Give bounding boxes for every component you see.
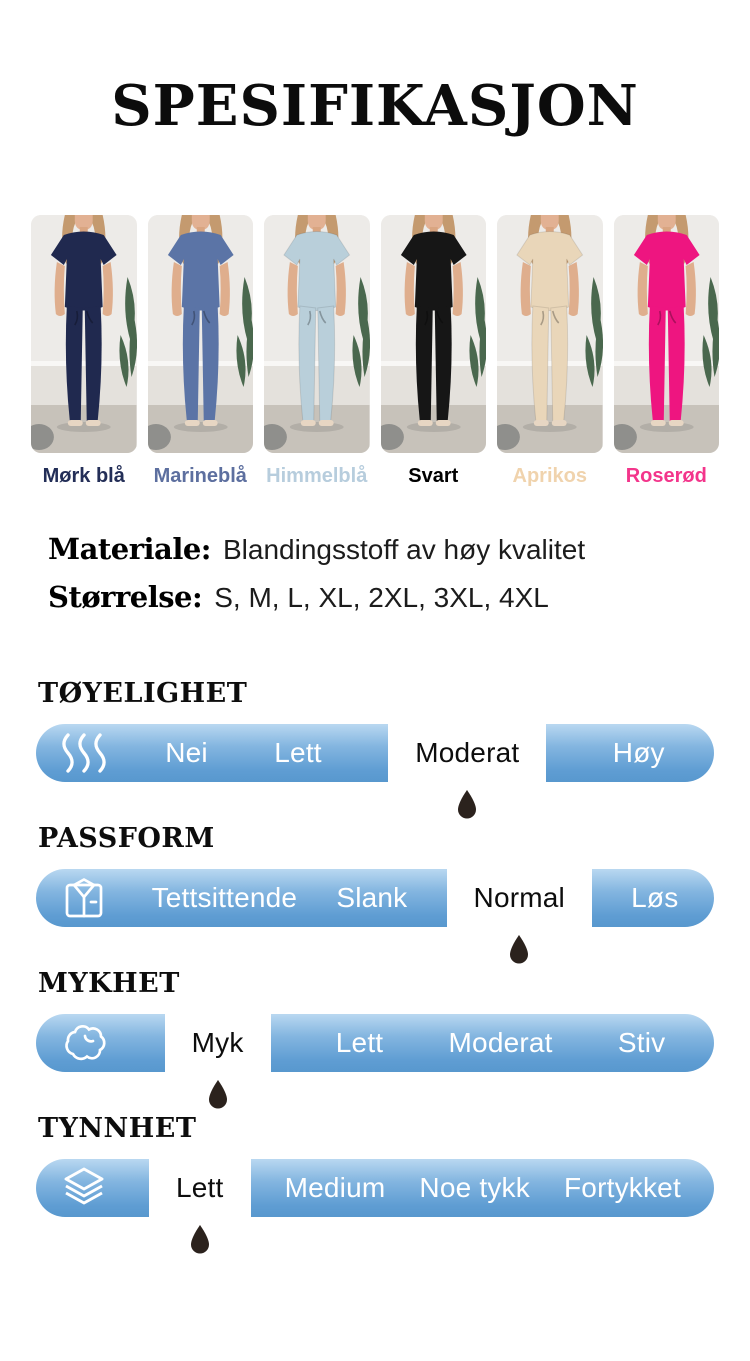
shirt-icon: [36, 875, 132, 921]
spec-option: Slank: [336, 881, 408, 913]
spec-title: TYNNHET: [38, 1112, 197, 1144]
color-variant-row: [0, 215, 750, 488]
product-info: [48, 532, 750, 614]
steam-icon: [36, 732, 132, 774]
spec-bar: [36, 724, 714, 782]
product-variant-card[interactable]: [381, 215, 487, 488]
product-variant-card[interactable]: [264, 215, 370, 488]
spec-title: PASSFORM: [38, 822, 215, 854]
attribute-label: Størrelse:: [48, 579, 203, 614]
spec-title: MYKHET: [38, 967, 180, 999]
spec-options: [132, 721, 714, 785]
drop-marker-icon: [508, 934, 530, 966]
spec-bar: [36, 1159, 714, 1217]
variant-color-label: Himmelblå: [266, 464, 368, 487]
spec-option: Noe tykk: [419, 1171, 530, 1203]
spec-options: [132, 1011, 714, 1075]
spec-option-selected: Myk: [165, 1011, 271, 1075]
spec-options: [132, 866, 714, 930]
product-variant-card[interactable]: [31, 215, 137, 488]
spec-option: Lett: [335, 1026, 384, 1058]
spec-section: [36, 678, 714, 782]
spec-option-selected: Normal: [447, 866, 592, 930]
spec-option: Moderat: [448, 1026, 553, 1058]
spec-section: [36, 968, 714, 1072]
variant-color-label: Mørk blå: [42, 464, 125, 487]
attribute-value: S, M, L, XL, 2XL, 3XL, 4XL: [214, 581, 549, 613]
product-variant-card[interactable]: [148, 215, 254, 488]
spec-option-selected: Lett: [149, 1156, 251, 1220]
product-photo: [148, 215, 254, 453]
variant-color-label: Svart: [408, 464, 459, 487]
spec-option-selected: Moderat: [388, 721, 546, 785]
variant-color-label: Roserød: [625, 464, 707, 487]
spec-sections: [36, 678, 714, 1217]
product-photo: [614, 215, 720, 453]
spec-bar: [36, 869, 714, 927]
spec-option: Løs: [631, 881, 679, 913]
spec-option: Stiv: [617, 1026, 666, 1058]
spec-option: Tettsittende: [151, 881, 298, 913]
spec-section: [36, 1113, 714, 1217]
product-attribute-row: [48, 580, 750, 614]
product-variant-card[interactable]: [497, 215, 603, 488]
product-photo: [381, 215, 487, 453]
variant-color-label: Aprikos: [512, 464, 587, 487]
product-variant-card[interactable]: [614, 215, 720, 488]
product-photo: [497, 215, 603, 453]
product-attribute-row: [48, 532, 750, 566]
variant-color-label: Marineblå: [153, 464, 247, 487]
spec-option: Medium: [284, 1171, 386, 1203]
spec-bar: [36, 1014, 714, 1072]
product-photo: [31, 215, 137, 453]
drop-marker-icon: [189, 1224, 211, 1256]
drop-marker-icon: [456, 789, 478, 821]
cloud-icon: [36, 1023, 132, 1063]
spec-option: Høy: [612, 736, 665, 768]
attribute-value: Blandingsstoff av høy kvalitet: [223, 533, 586, 565]
spec-option: Fortykket: [564, 1171, 681, 1203]
spec-title: TØYELIGHET: [38, 677, 248, 709]
spec-option: Nei: [165, 736, 208, 768]
spec-option: Lett: [274, 736, 322, 768]
attribute-label: Materiale:: [48, 531, 211, 566]
page-title: SPESIFIKASJON: [111, 73, 639, 139]
product-photo: [264, 215, 370, 453]
spec-section: [36, 823, 714, 927]
drop-marker-icon: [207, 1079, 229, 1111]
layers-icon: [36, 1166, 132, 1210]
spec-options: [132, 1156, 714, 1220]
